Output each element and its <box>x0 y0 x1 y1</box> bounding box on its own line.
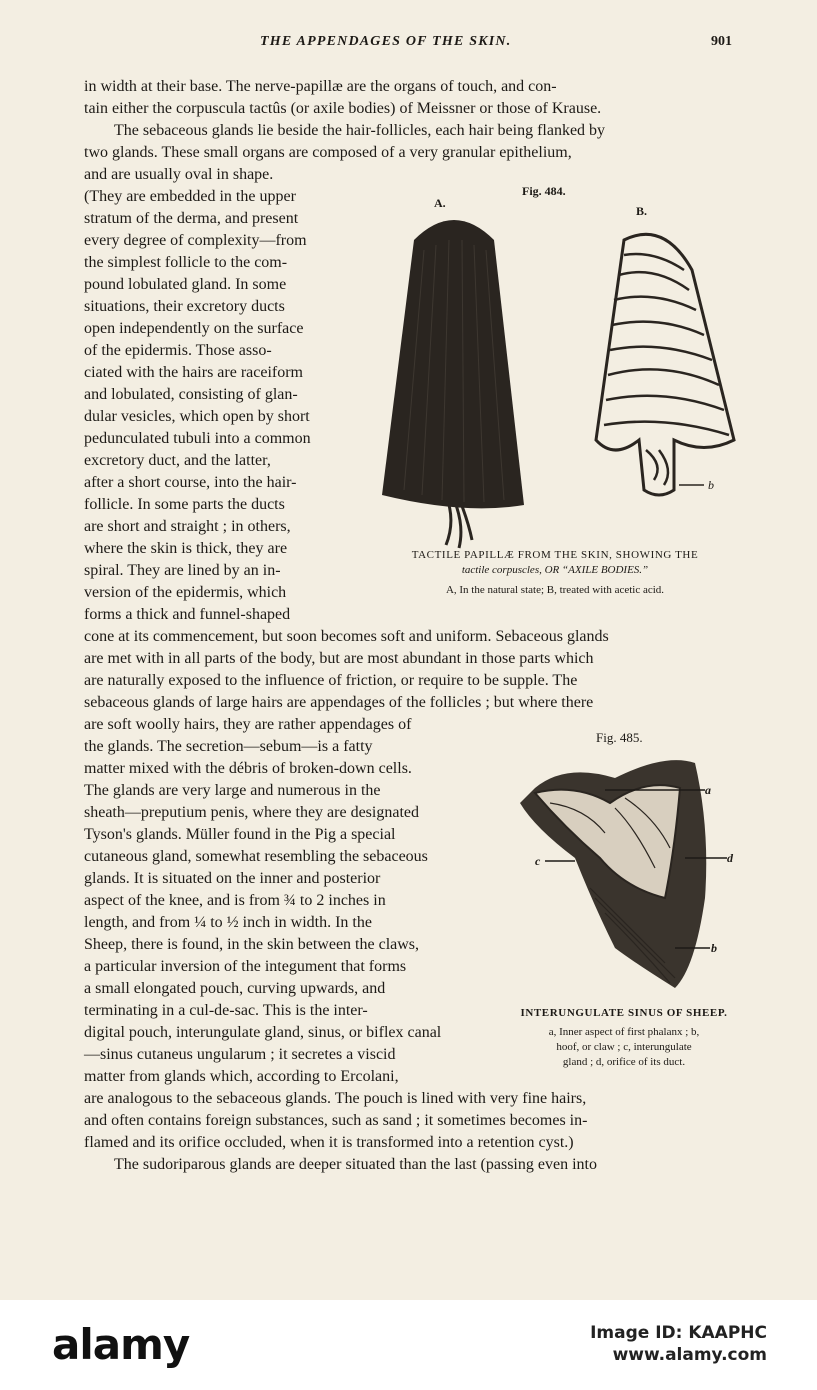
text-line: are naturally exposed to the influence of friction, or require to be supple. The <box>84 672 578 689</box>
text-line: follicle. In some parts the ducts <box>84 496 285 513</box>
text-line: are analogous to the sebaceous glands. The pouch is lined with very fine hairs, <box>84 1090 587 1107</box>
callout-b: b <box>711 941 717 955</box>
text-line: sebaceous glands of large hairs are appendages of the follicles ; but where there <box>84 694 594 711</box>
text-line: are soft woolly hairs, they are rather appendages of <box>84 716 412 733</box>
paragraph-2-continued <box>84 626 736 714</box>
text-line: Sheep, there is found, in the skin between the claws, <box>84 936 420 953</box>
text-line: excretory duct, and the latter, <box>84 452 271 469</box>
figure-caption <box>508 1006 740 1070</box>
text-line: matter mixed with the débris of broken-down cells. <box>84 760 412 777</box>
text-line: and lobulated, consisting of glan- <box>84 386 298 403</box>
interungulate-sinus-illustration <box>505 748 735 998</box>
panel-label-a: A. <box>434 196 446 210</box>
caption-title: INTERUNGULATE SINUS OF SHEEP. <box>520 1007 728 1019</box>
caption-legend-line: a, Inner aspect of first phalanx ; b, <box>548 1026 700 1038</box>
text-line: in width at their base. The nerve-papillæ are the organs of touch, and con- <box>84 78 557 95</box>
text-line: aspect of the knee, and is from ¾ to 2 inches in <box>84 892 386 909</box>
text-line: two glands. These small organs are composed of a very granular epithelium, <box>84 144 572 161</box>
text-line: the glands. The secretion—sebum—is a fatty <box>84 738 373 755</box>
text-line: —sinus cutaneus ungularum ; it secretes a viscid <box>84 1046 396 1063</box>
callout-c: c <box>535 854 541 868</box>
text-line: cutaneous gland, somewhat resembling the sebaceous <box>84 848 428 865</box>
text-line: glands. It is situated on the inner and posterior <box>84 870 381 887</box>
text-line: are short and straight ; in others, <box>84 518 291 535</box>
alamy-logo: alamy <box>52 1320 190 1369</box>
caption-legend-line: gland ; d, orifice of its duct. <box>562 1056 686 1068</box>
caption-legend-line: hoof, or claw ; c, interungulate <box>556 1041 692 1053</box>
text-line: where the skin is thick, they are <box>84 540 288 557</box>
paragraph-2-narrow <box>84 164 354 626</box>
figure-number: Fig. 485. <box>596 730 643 745</box>
text-line: flamed and its orifice occluded, when it is transformed into a retention cyst.) <box>84 1134 574 1151</box>
text-line: The sudoriparous glands are deeper situated than the last (passing even into <box>114 1156 597 1173</box>
caption-legend: A, In the natural state; B, treated with acetic acid. <box>445 584 665 596</box>
text-line: cone at its commencement, but soon becomes soft and uniform. Sebaceous glands <box>84 628 609 645</box>
image-id <box>590 1322 767 1366</box>
text-line: and are usually oval in shape. <box>84 166 274 183</box>
text-line: and often contains foreign substances, such as sand ; it sometimes becomes in- <box>84 1112 588 1129</box>
text-line: a small elongated pouch, curving upwards, and <box>84 980 386 997</box>
paragraph-2-narrow-2 <box>84 714 492 1088</box>
text-line: are met with in all parts of the body, but are most abundant in those parts which <box>84 650 594 667</box>
paragraph-1 <box>84 76 736 120</box>
text-line: forms a thick and funnel-shaped <box>84 606 291 623</box>
figure-caption <box>382 548 728 598</box>
text-line: open independently on the surface <box>84 320 304 337</box>
tactile-papillae-illustration <box>374 210 744 555</box>
text-line: The sebaceous glands lie beside the hair-follicles, each hair being flanked by <box>114 122 606 139</box>
text-line: pedunculated tubuli into a common <box>84 430 311 447</box>
text-line: digital pouch, interungulate gland, sinus, or biflex canal <box>84 1024 442 1041</box>
text-line: sheath—preputium penis, where they are designated <box>84 804 419 821</box>
callout-d: d <box>727 851 733 865</box>
text-line: length, and from ¼ to ½ inch in width. In the <box>84 914 372 931</box>
text-line: ciated with the hairs are raceiform <box>84 364 303 381</box>
callout-a: a <box>705 783 711 797</box>
image-id-text: Image ID: KAAPHC <box>590 1323 767 1343</box>
text-line: of the epidermis. Those asso- <box>84 342 272 359</box>
text-line: version of the epidermis, which <box>84 584 287 601</box>
text-line: every degree of complexity—from <box>84 232 307 249</box>
paragraph-2-start <box>84 120 736 164</box>
caption-subtitle: tactile corpuscles, OR “AXILE BODIES.” <box>461 564 649 576</box>
text-line: the simplest follicle to the com- <box>84 254 288 271</box>
running-head: THE APPENDAGES OF THE SKIN. <box>260 34 512 49</box>
text-line: situations, their excretory ducts <box>84 298 285 315</box>
figure-number: Fig. 484. <box>522 184 566 198</box>
text-line: after a short course, into the hair- <box>84 474 297 491</box>
panel-label-b: B. <box>636 204 648 218</box>
text-line: dular vesicles, which open by short <box>84 408 310 425</box>
text-line: spiral. They are lined by an in- <box>84 562 281 579</box>
text-line: tain either the corpuscula tactûs (or axile bodies) of Meissner or those of Krause. <box>84 100 602 117</box>
caption-title: TACTILE PAPILLÆ FROM THE SKIN, SHOWING THE <box>411 549 699 561</box>
stock-footer <box>0 1300 817 1390</box>
callout-b: b <box>708 478 714 492</box>
page-header <box>0 34 817 54</box>
text-line: Tyson's glands. Müller found in the Pig a special <box>84 826 396 843</box>
text-line: matter from glands which, according to Ercolani, <box>84 1068 399 1085</box>
page-number: 901 <box>711 34 732 49</box>
paragraph-3 <box>84 1154 736 1176</box>
paragraph-2-end <box>84 1088 736 1154</box>
text-line: terminating in a cul-de-sac. This is the inter- <box>84 1002 368 1019</box>
text-line: a particular inversion of the integument that forms <box>84 958 407 975</box>
site-url: www.alamy.com <box>612 1345 767 1365</box>
text-line: The glands are very large and numerous in the <box>84 782 381 799</box>
text-line: stratum of the derma, and present <box>84 210 299 227</box>
text-line: (They are embedded in the upper <box>84 188 296 205</box>
text-line: pound lobulated gland. In some <box>84 276 287 293</box>
